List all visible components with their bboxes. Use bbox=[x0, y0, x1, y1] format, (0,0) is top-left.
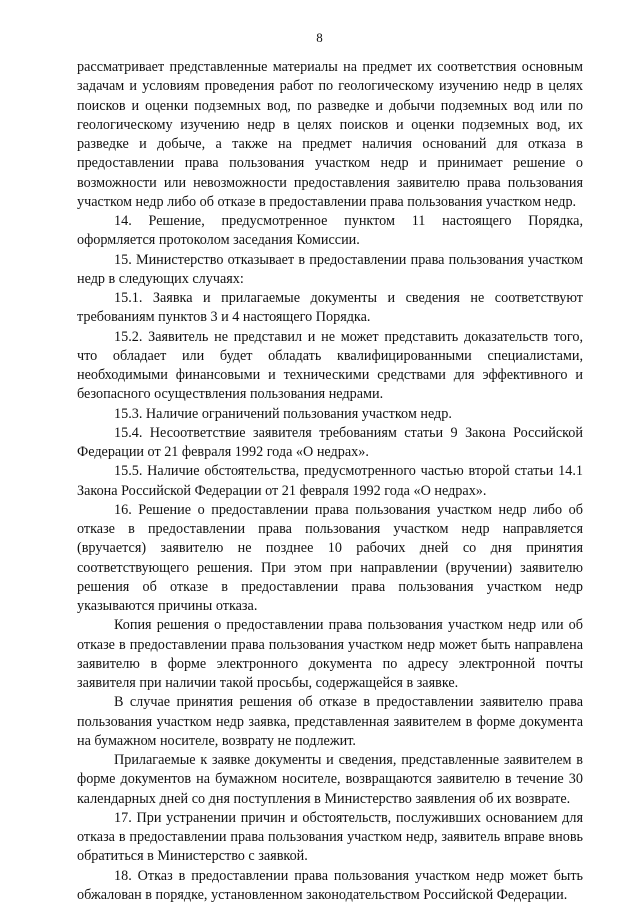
paragraph-15-3: 15.3. Наличие ограничений пользования участком недр. bbox=[114, 405, 452, 422]
paragraph-16-copy-of-decision: Копия решения о предоставлении права пользования участком недр или об отказе в предоставлении права пользования участком недр может быть направлена заявителю в форме электронного документа по адресу электронной почты заявителя при наличии такой просьбы, содержащейся в заявке. bbox=[77, 617, 583, 691]
paragraph-16-attached-documents: Прилагаемые к заявке документы и сведения, представленные заявителем в форме документов на бумажном носителе, возвращаются заявителю в течение 30 календарных дней со дня поступления в Министерство заявления об их возврате. bbox=[77, 752, 583, 807]
paragraph-15: 15. Министерство отказывает в предоставлении права пользования участком недр в следующих случаях: bbox=[77, 251, 583, 287]
paragraph-13-continuation: рассматривает представленные материалы на предмет их соответствия основным задачам и условиям проведения работ по геологическому изучению недр в целях поисков и оценки подземных вод, по разведке и добычи подземных вод или по геологическому изучению недр в целях поисков и оценки подземных вод, их разведке и добыче, а также на предмет наличия оснований для отказа в предоставлении права пользования участком недр и принимает решение о возможности или невозможности предоставления заявителю права пользования участком недр либо об отказе в предоставлении права пользования участком недр. bbox=[77, 59, 583, 210]
page-number: 8 bbox=[316, 30, 323, 45]
paragraph-15-2: 15.2. Заявитель не представил и не может представить доказательств того, что обладает или будет обладать квалифицированными специалистами, необходимыми финансовыми и техническими средствами для эффективного и безопасного осуществления пользования недрами. bbox=[77, 328, 583, 403]
paragraph-14: 14. Решение, предусмотренное пунктом 11 настоящего Порядка, оформляется протоколом заседания Комиссии. bbox=[77, 213, 583, 249]
paragraph-18: 18. Отказ в предоставлении права пользования участком недр может быть обжалован в порядке, установленном законодательством Российской Федерации. bbox=[77, 867, 583, 903]
paragraph-15-4: 15.4. Несоответствие заявителя требованиям статьи 9 Закона Российской Федерации от 21 февраля 1992 года «О недрах». bbox=[77, 424, 583, 460]
paragraph-17: 17. При устранении причин и обстоятельств, послуживших основанием для отказа в предоставлении права пользования участком недр, заявитель вправе вновь обратиться в Министерство с заявкой. bbox=[77, 809, 583, 865]
paragraph-16: 16. Решение о предоставлении права пользования участком недр либо об отказе в предоставлении права пользования участком недр направляется (вручается) заявителю не позднее 10 рабочих дней со дня принятия соответствующего решения. При этом при направлении (вручении) заявителю решения об отказе в предоставлении права пользования участком недр указываются причины отказа. bbox=[77, 501, 583, 614]
paragraph-15-5: 15.5. Наличие обстоятельства, предусмотренного частью второй статьи 14.1 Закона Российской Федерации от 21 февраля 1992 года «О недрах». bbox=[77, 463, 583, 499]
paragraph-15-1: 15.1. Заявка и прилагаемые документы и сведения не соответствуют требованиям пунктов 3 и 4 настоящего Порядка. bbox=[77, 290, 583, 326]
paragraph-16-refusal-case: В случае принятия решения об отказе в предоставлении заявителю права пользования участком недр заявка, представленная заявителем в форме документа на бумажном носителе, возврату не подлежит. bbox=[77, 694, 583, 749]
document-body bbox=[77, 58, 583, 905]
